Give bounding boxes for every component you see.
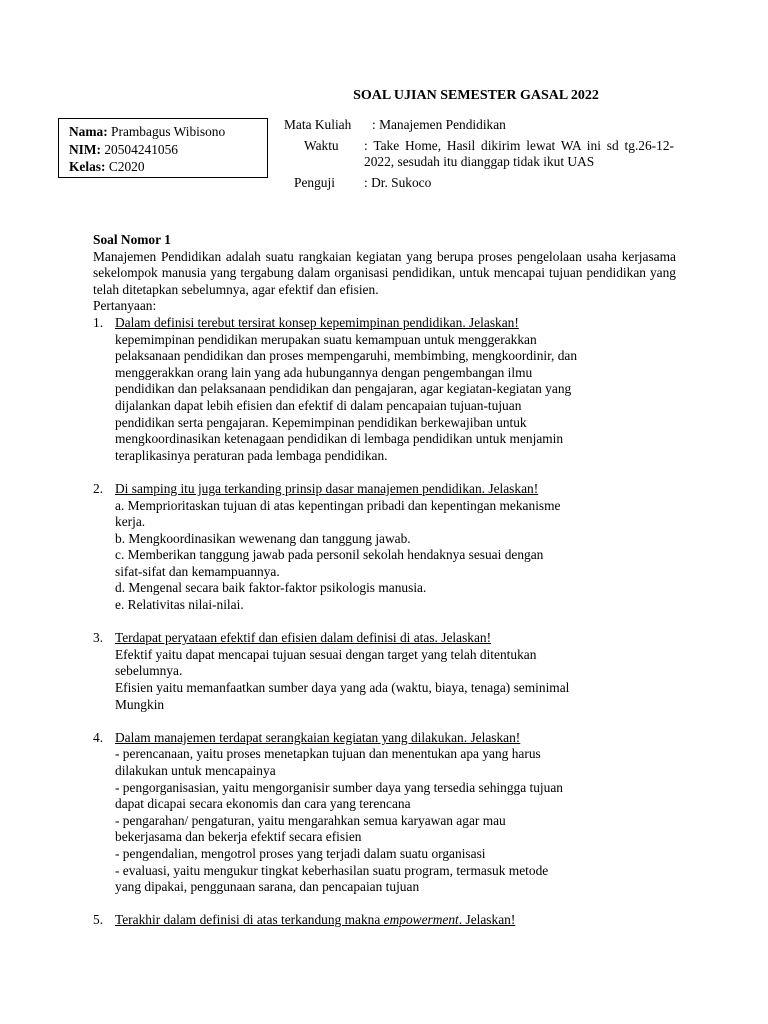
penguji-label: Penguji xyxy=(294,174,335,190)
question-text: Dalam definisi terebut tersirat konsep kepemimpinan pendidikan. Jelaskan! xyxy=(115,314,519,330)
question-text: Dalam manajemen terdapat serangkaian kegiatan yang dilakukan. Jelaskan! xyxy=(115,729,521,745)
question-row xyxy=(93,315,676,332)
answer-line: dilakukan untuk mencapainya xyxy=(115,763,276,778)
answer-block xyxy=(93,746,676,895)
answer-line: teraplikasinya peraturan pada lembaga pendidikan. xyxy=(115,447,388,463)
answer-line: e. Relativitas nilai-nilai. xyxy=(115,597,244,613)
question-text xyxy=(115,912,676,929)
answer-line: pelaksanaan pendidikan dan proses mempengaruhi, membimbing, mengkoordinir, dan xyxy=(115,348,578,364)
question-5-after: . Jelaskan! xyxy=(458,912,516,928)
question-5-emph: empowerment xyxy=(383,912,459,928)
question-text: Terdapat peryataan efektif dan efisien dalam definisi di atas. Jelaskan! xyxy=(115,630,492,646)
waktu-value: : Take Home, Hasil dikirim lewat WA ini sd tg.26-12-2022, sesudah itu dianggap tidak ikut UAS xyxy=(364,137,674,170)
question-list xyxy=(93,315,676,912)
question-number: 2. xyxy=(93,480,104,496)
question-item xyxy=(93,630,676,730)
question-5 xyxy=(93,912,676,929)
student-id-box xyxy=(58,118,268,178)
answer-line: pendidikan dan pelaksanaan pendidikan dan pengajaran, agar kegiatan-kegiatan yang xyxy=(115,381,572,397)
answer-line: Mungkin xyxy=(115,696,165,712)
mata-kuliah-row xyxy=(284,117,674,134)
student-nim-line xyxy=(69,141,267,159)
answer-line: bekerjasama dan bekerja efektif secara efisien xyxy=(115,829,362,845)
mata-kuliah-value: : Manajemen Pendidikan xyxy=(372,117,506,132)
answer-line: d. Mengenal secara baik faktor-faktor psikologis manusia. xyxy=(115,580,427,596)
spacer xyxy=(93,614,676,631)
waktu-row xyxy=(284,138,674,171)
question-row xyxy=(93,630,676,647)
exam-meta xyxy=(284,117,674,191)
question-item xyxy=(93,315,676,481)
kelas-label: Kelas: xyxy=(69,159,106,174)
nama-label: Nama: xyxy=(69,124,108,139)
student-name-line xyxy=(69,123,267,141)
answer-line: - pengarahan/ pengaturan, yaitu mengarahkan semua karyawan agar mau xyxy=(115,812,506,828)
answer-line: Efisien yaitu memanfaatkan sumber daya yang ada (waktu, biaya, tenaga) seminimal xyxy=(115,680,570,696)
student-kelas-line xyxy=(69,158,267,176)
answer-line: kerja. xyxy=(115,514,146,530)
answer-line: dapat dicapai secara ekonomis dan cara yang terencana xyxy=(115,796,411,812)
exam-title: SOAL UJIAN SEMESTER GASAL 2022 xyxy=(353,88,599,103)
mata-kuliah-label: Mata Kuliah xyxy=(284,117,352,132)
student-nim: 20504241056 xyxy=(104,141,178,157)
pertanyaan-label: Pertanyaan: xyxy=(93,298,157,314)
answer-line: - pengendalian, mengotrol proses yang terjadi dalam suatu organisasi xyxy=(115,845,486,861)
spacer xyxy=(93,464,676,481)
spacer xyxy=(93,896,676,913)
answer-line: b. Mengkoordinasikan wewenang dan tanggung jawab. xyxy=(115,530,411,546)
answer-line: dijalankan dapat lebih efisien dan efektif di dalam pencapaian tujuan-tujuan xyxy=(115,397,522,413)
waktu-label: Waktu xyxy=(304,137,339,153)
question-row xyxy=(93,730,676,747)
answer-line: kepemimpinan pendidikan merupakan suatu kemampuan untuk menggerakkan xyxy=(115,331,537,347)
section-heading: Soal Nomor 1 xyxy=(93,232,171,247)
answer-line: - pengorganisasian, yaitu mengorganisir sumber daya yang tersedia sehingga tujuan xyxy=(115,779,563,795)
student-kelas: C2020 xyxy=(108,159,145,174)
nim-label: NIM: xyxy=(69,141,101,157)
answer-block xyxy=(93,332,676,465)
student-name: Prambagus Wibisono xyxy=(111,124,226,139)
question-number: 1. xyxy=(93,314,104,330)
answer-line: sifat-sifat dan kemampuannya. xyxy=(115,563,280,579)
answer-line: Efektif yaitu dapat mencapai tujuan sesuai dengan target yang telah ditentukan xyxy=(115,646,537,662)
answer-block xyxy=(93,498,676,614)
question-item xyxy=(93,730,676,913)
answer-block xyxy=(93,647,676,713)
answer-line: menggerakkan orang lain yang ada hubungannya dengan pengembangan ilmu xyxy=(115,364,533,380)
answer-line: sebelumnya. xyxy=(115,663,183,679)
question-text: Di samping itu juga terkanding prinsip dasar manajemen pendidikan. Jelaskan! xyxy=(115,480,539,496)
answer-line: yang dipakai, penggunaan sarana, dan pencapaian tujuan xyxy=(115,879,420,895)
penguji-row xyxy=(284,175,674,192)
answer-line: - evaluasi, yaitu mengukur tingkat keberhasilan suatu program, termasuk metode xyxy=(115,862,549,878)
answer-line: mengkoordinasikan ketenagaan pendidikan di lembaga pendidikan untuk menjamin xyxy=(115,431,564,447)
answer-line: c. Memberikan tanggung jawab pada personil sekolah hendaknya sesuai dengan xyxy=(115,547,544,563)
question-number: 4. xyxy=(93,729,104,745)
question-number: 5. xyxy=(93,912,104,928)
intro-paragraph: Manajemen Pendidikan adalah suatu rangkaian kegiatan yang berupa proses pengelolaan usaha kerjasama sekelompok manusia yang tergabung dalam organisasi pendidikan, untuk mencapai tujuan pendidikan yang telah ditetapkan sebelumnya, agar efektif dan efisien. xyxy=(93,248,676,297)
question-section xyxy=(93,232,676,929)
question-item xyxy=(93,481,676,630)
answer-line: pendidikan serta pengajaran. Kepemimpinan pendidikan berkewajiban untuk xyxy=(115,414,527,430)
spacer xyxy=(93,713,676,730)
penguji-value: : Dr. Sukoco xyxy=(364,174,432,190)
answer-line: a. Memprioritaskan tujuan di atas kepentingan pribadi dan kepentingan mekanisme xyxy=(115,497,561,513)
answer-line: - perencanaan, yaitu proses menetapkan tujuan dan menentukan apa yang harus xyxy=(115,746,541,762)
question-row xyxy=(93,481,676,498)
question-number: 3. xyxy=(93,630,104,646)
question-5-before: Terakhir dalam definisi di atas terkandung makna xyxy=(115,912,384,928)
